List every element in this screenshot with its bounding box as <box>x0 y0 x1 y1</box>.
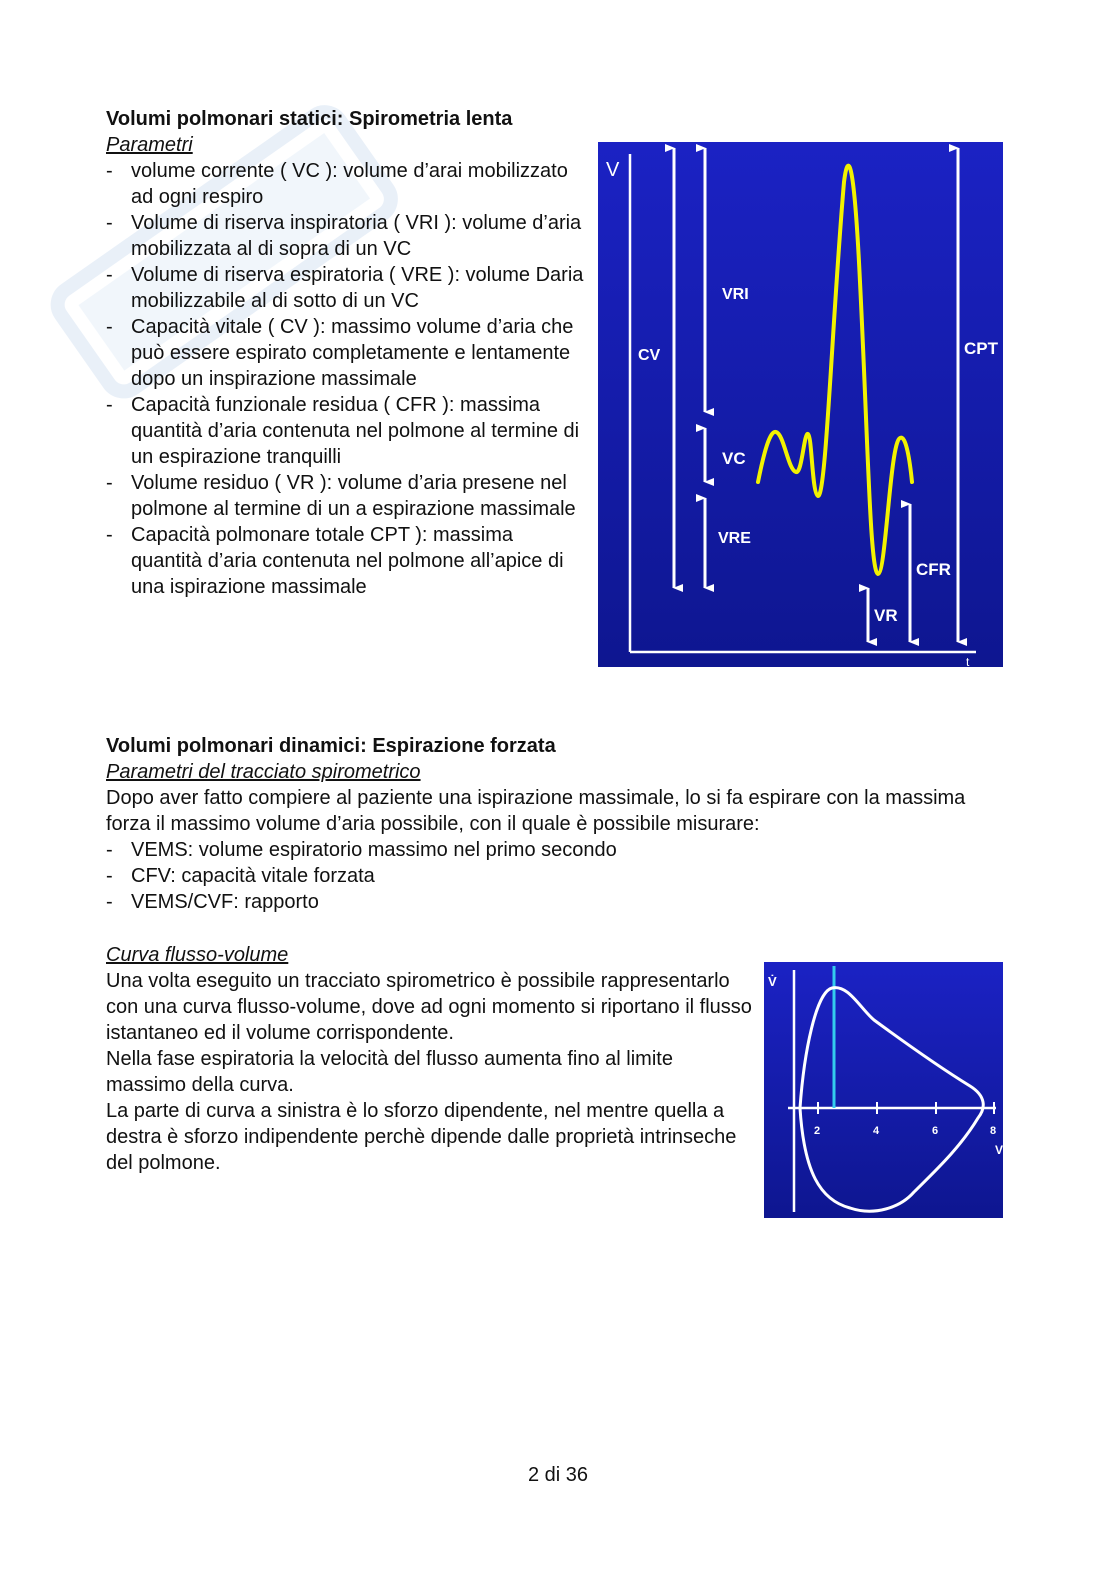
list-item: - Volume di riserva espiratoria ( VRE ): volume Daria mobilizzabile al di sotto di un VC <box>106 262 586 314</box>
parameter-list <box>106 158 586 600</box>
cfr-label: CFR <box>916 560 951 579</box>
paragraph: Una volta eseguito un tracciato spirometrico è possibile rappresentarlo con una curva flusso-volume, dove ad ogni momento si riportano il flusso istantaneo ed il volume corrispondente. <box>106 970 752 1044</box>
section-dynamic-volumes <box>106 733 1006 915</box>
diagram-background <box>598 142 1003 667</box>
list-item: - Volume residuo ( VR ): volume d’aria presene nel polmone al termine di un a espirazione massimale <box>106 470 586 522</box>
list-item: - VEMS: volume espiratorio massimo nel primo secondo <box>106 837 1006 863</box>
spirometry-diagram <box>598 142 1003 667</box>
y-axis-label: V̇ <box>768 974 777 989</box>
tick-label: 8 <box>990 1125 997 1137</box>
vre-label: VRE <box>718 530 751 547</box>
section-title: Volumi polmonari statici: Spirometria lenta <box>106 108 513 130</box>
section-title: Volumi polmonari dinamici: Espirazione forzata <box>106 735 556 757</box>
y-axis-label: V <box>606 159 620 181</box>
vri-label: VRI <box>722 286 749 303</box>
list-item: - CFV: capacità vitale forzata <box>106 863 1006 889</box>
paragraph: La parte di curva a sinistra è lo sforzo dipendente, nel mentre quella a destra è sforzo indipendente perchè dipende dalle proprietà intrinseche del polmone. <box>106 1100 737 1174</box>
section-subtitle: Parametri <box>106 134 193 156</box>
list-item: - VEMS/CVF: rapporto <box>106 889 1006 915</box>
x-axis-label: t <box>966 655 970 667</box>
diagram-background <box>764 962 1003 1218</box>
tick-label: 2 <box>814 1125 821 1137</box>
page-number: 2 di 36 <box>527 1464 589 1486</box>
section-subtitle: Curva flusso-volume <box>106 944 289 966</box>
tick-label: 4 <box>873 1125 880 1137</box>
list-item: - volume corrente ( VC ): volume d’arai mobilizzato ad ogni respiro <box>106 158 586 210</box>
x-axis-label: V <box>995 1143 1003 1157</box>
list-item: - Capacità funzionale residua ( CFR ): massima quantità d’aria contenuta nel polmone al termine di un espirazione tranquilli <box>106 392 586 470</box>
section-subtitle: Parametri del tracciato spirometrico <box>106 761 421 783</box>
vr-label: VR <box>874 606 898 625</box>
vc-label: VC <box>722 449 746 468</box>
cpt-label: CPT <box>964 339 998 358</box>
section-flow-volume <box>106 942 756 1176</box>
list-item: - Capacità vitale ( CV ): massimo volume d’aria che può essere espirato completamente e lentamente dopo un inspirazione massimale <box>106 314 586 392</box>
list-item: - Volume di riserva inspiratoria ( VRI ): volume d’aria mobilizzata al di sopra di un VC <box>106 210 586 262</box>
cv-label: CV <box>638 347 661 364</box>
tick-label: 6 <box>932 1125 939 1137</box>
flow-volume-diagram <box>764 962 1003 1218</box>
measure-list <box>106 837 1006 915</box>
list-item: - Capacità polmonare totale CPT ): massima quantità d’aria contenuta nel polmone all’apice di una ispirazione massimale <box>106 522 586 600</box>
section-static-volumes <box>106 106 586 600</box>
paragraph: Dopo aver fatto compiere al paziente una ispirazione massimale, lo si fa espirare con la massima forza il massimo volume d’aria possibile, con il quale è possibile misurare: <box>106 787 966 835</box>
paragraph: Nella fase espiratoria la velocità del flusso aumenta fino al limite massimo della curva. <box>106 1048 673 1096</box>
